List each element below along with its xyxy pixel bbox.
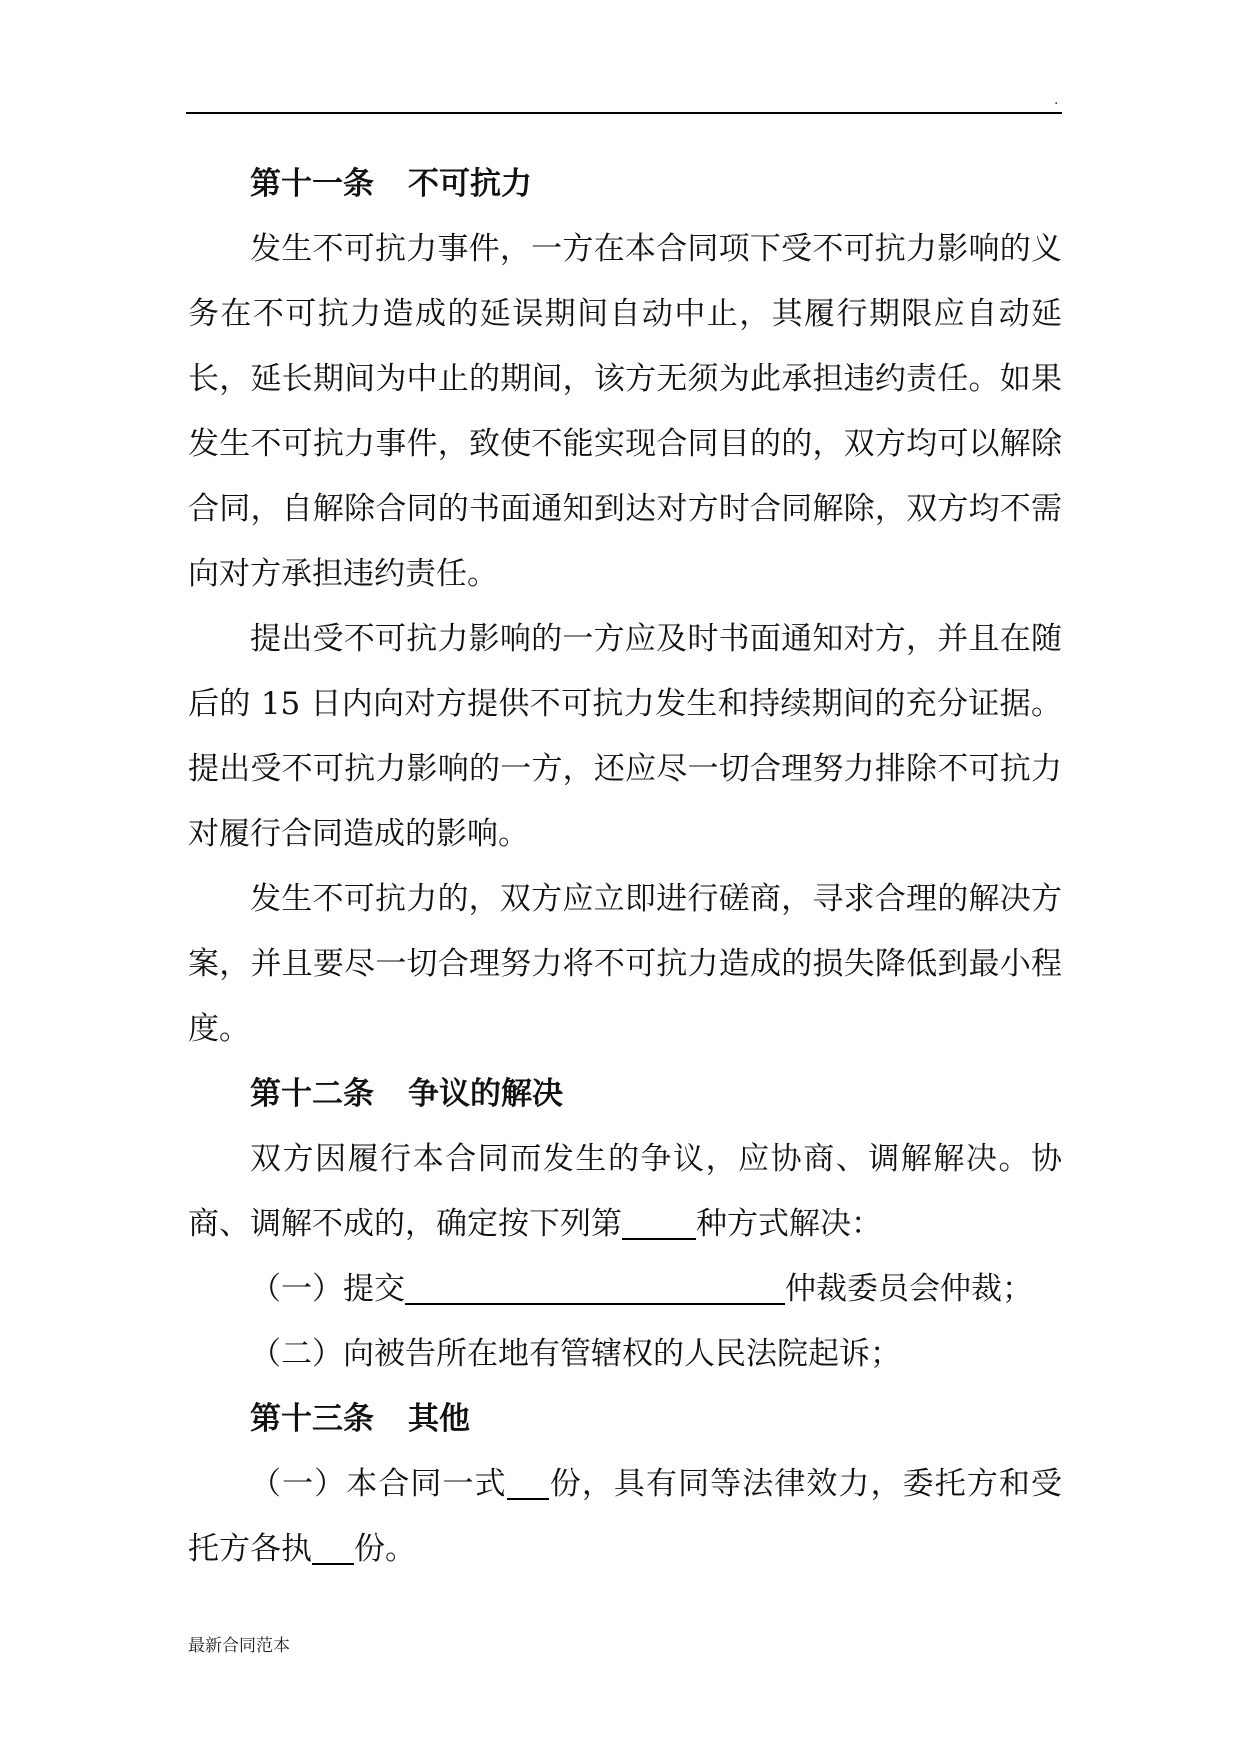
- item-1-text-mid: 份，具有同等法律效力，委托方和受托方各执: [188, 1466, 1063, 1567]
- article-12-text-after-blank: 种方式解决：: [696, 1206, 882, 1242]
- article-13-title: 其他: [408, 1401, 470, 1437]
- item-1-text-before: （一）本合同一式: [250, 1466, 507, 1502]
- article-13-number: 第十三条: [250, 1401, 374, 1437]
- header-rule: [186, 112, 1062, 114]
- document-body: [188, 152, 1062, 1582]
- article-11-heading: [188, 152, 1062, 217]
- option-1-text-after: 仲裁委员会仲裁；: [785, 1271, 1033, 1307]
- article-12-text-before-blank: 双方因履行本合同而发生的争议，应协商、调解解决。协商、调解不成的，确定按下列第: [188, 1141, 1062, 1242]
- article-13-heading: [188, 1387, 1062, 1452]
- article-11-paragraph-1: 发生不可抗力事件，一方在本合同项下受不可抗力影响的义务在不可抗力造成的延误期间自动中止，其履行期限应自动延长，延长期间为中止的期间，该方无须为此承担违约责任。如果发生不可抗力事件，致使不能实现合同目的的，双方均可以解除合同，自解除合同的书面通知到达对方时合同解除，双方均不需向对方承担违约责任。: [188, 231, 1062, 592]
- footer-text: 最新合同范本: [188, 1636, 290, 1656]
- article-12-heading: [188, 1062, 1062, 1127]
- copies-each-blank[interactable]: [312, 1562, 354, 1565]
- article-11-paragraph-2: 提出受不可抗力影响的一方应及时书面通知对方，并且在随后的 15 日内向对方提供不可抗力发生和持续期间的充分证据。提出受不可抗力影响的一方，还应尽一切合理努力排除不可抗力对履行合同造成的影响。: [188, 621, 1062, 852]
- method-number-blank[interactable]: [622, 1237, 696, 1240]
- article-11-number: 第十一条: [250, 166, 374, 202]
- article-11-title: 不可抗力: [408, 166, 532, 202]
- item-1-text-after: 份。: [354, 1531, 416, 1567]
- article-13-item-1: [188, 1452, 1062, 1582]
- option-1-text-before: （一）提交: [250, 1271, 405, 1307]
- article-12-option-1: [188, 1257, 1062, 1322]
- article-12-number: 第十二条: [250, 1076, 374, 1112]
- article-12-paragraph-1: [188, 1127, 1062, 1257]
- total-copies-blank[interactable]: [507, 1497, 549, 1500]
- article-12-title: 争议的解决: [408, 1076, 563, 1112]
- article-11-paragraph-3: 发生不可抗力的，双方应立即进行磋商，寻求合理的解决方案，并且要尽一切合理努力将不可抗力造成的损失降低到最小程度。: [188, 881, 1062, 1047]
- header-mark: .: [1054, 92, 1059, 108]
- article-12-option-2: （二）向被告所在地有管辖权的人民法院起诉；: [250, 1336, 901, 1372]
- arbitration-commission-blank[interactable]: [405, 1302, 785, 1305]
